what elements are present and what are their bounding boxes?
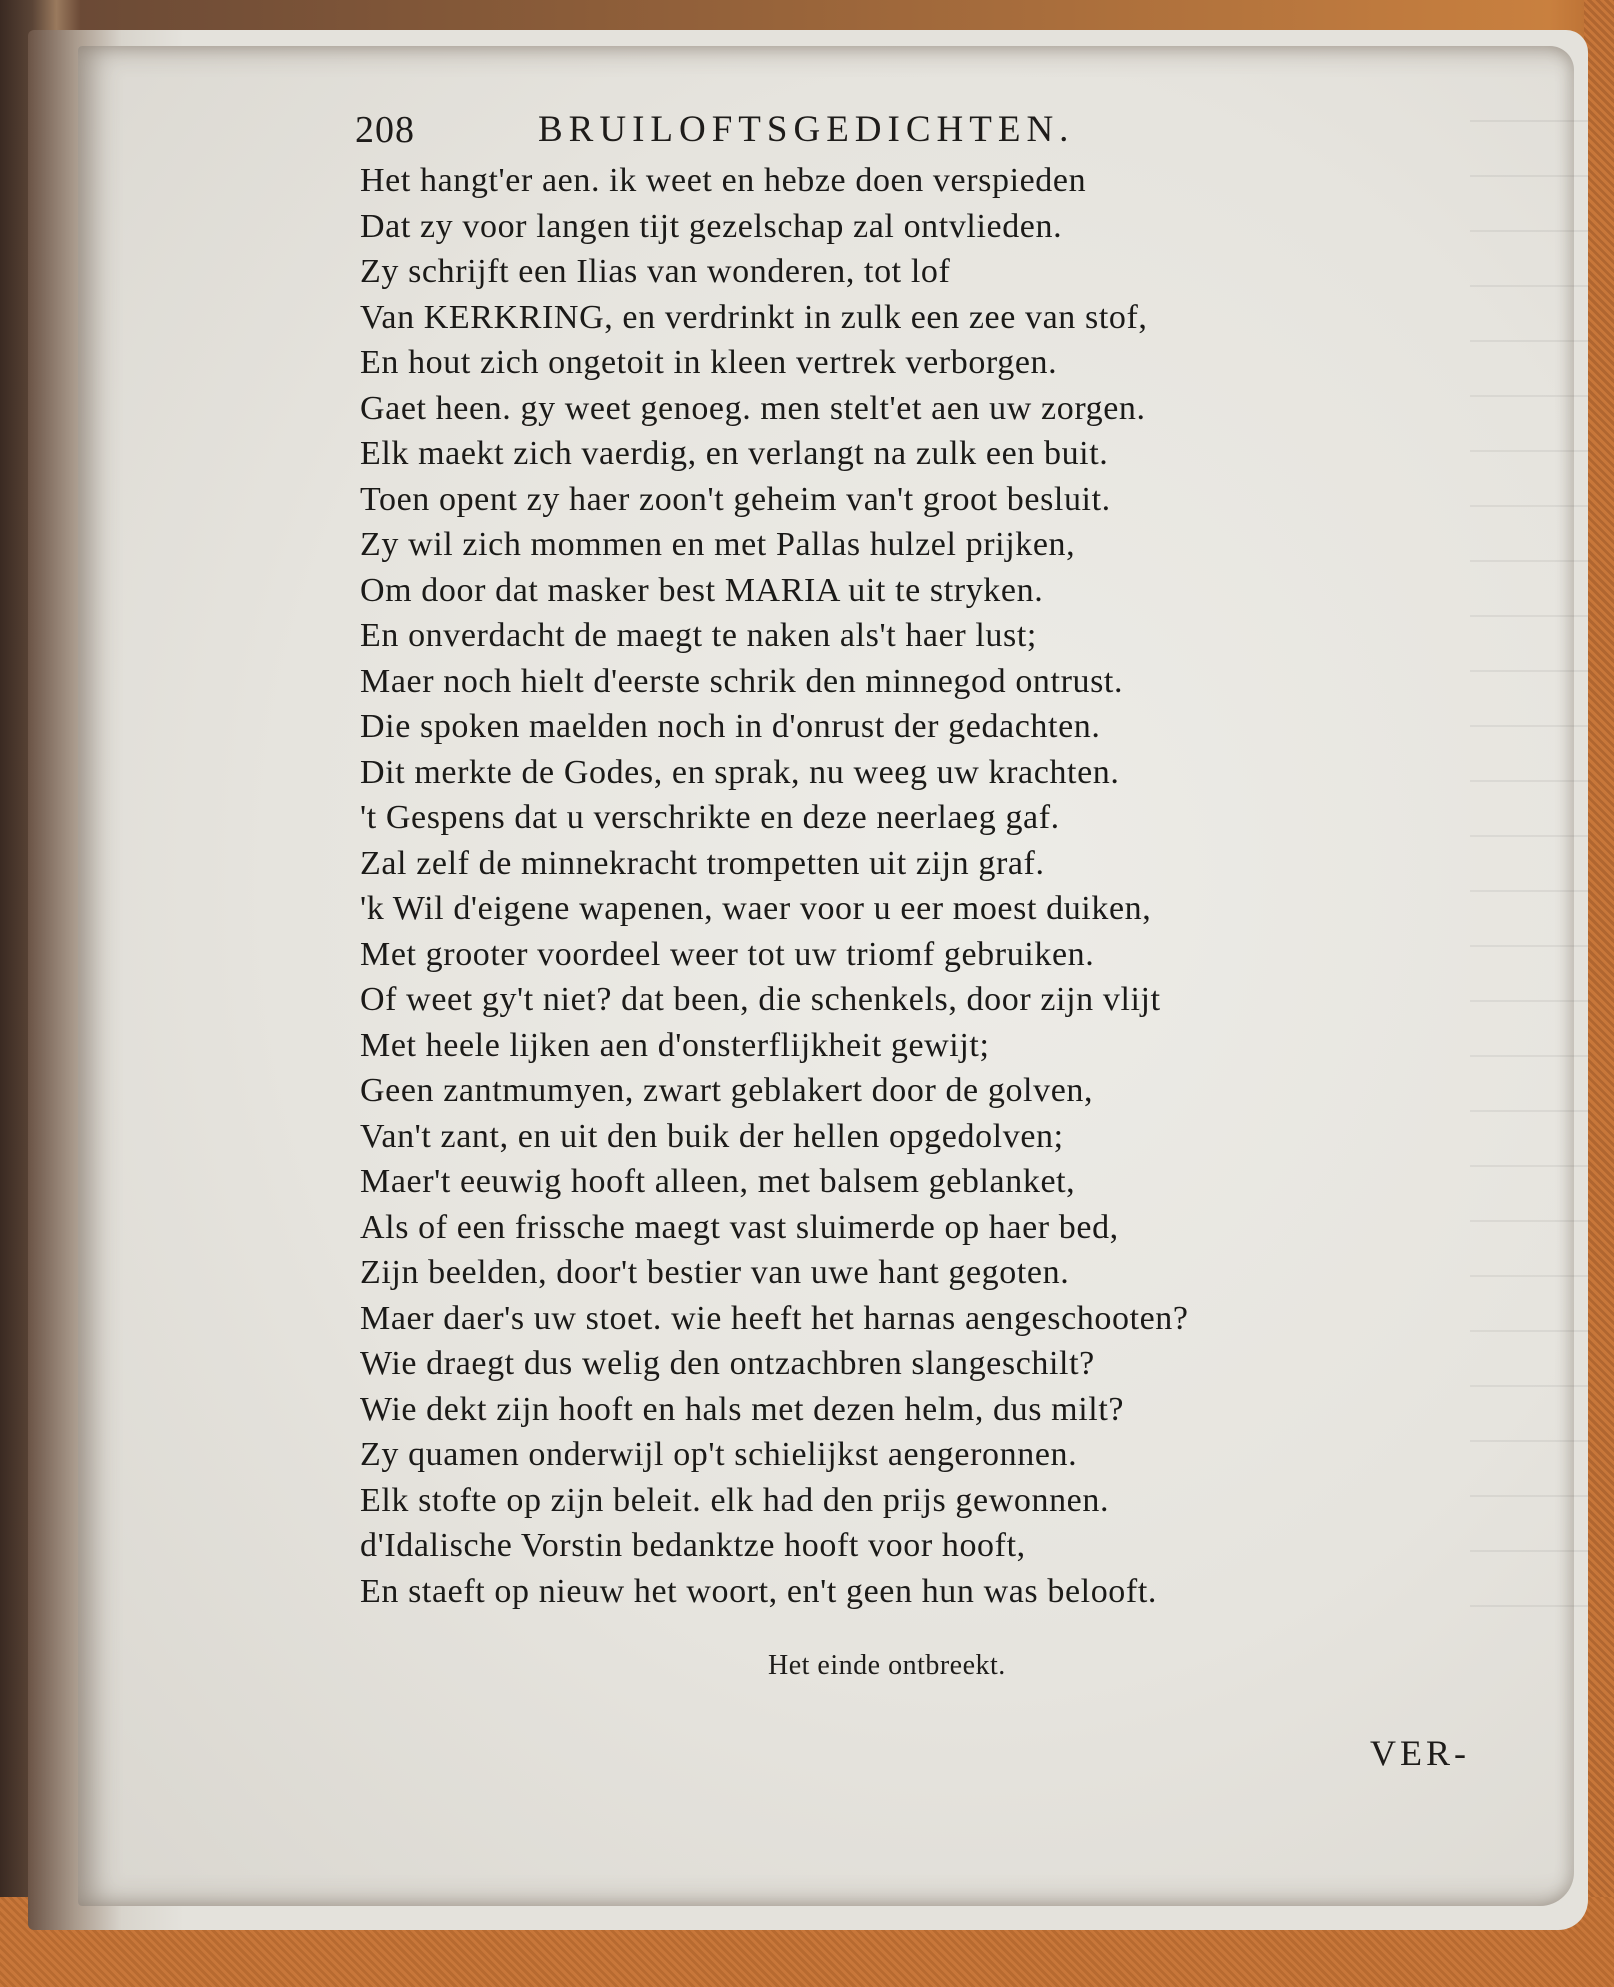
poem-line: Zy wil zich mommen en met Pallas hulzel prijken, — [360, 526, 1076, 563]
poem-line: Zal zelf de minnekracht trompetten uit zijn graf. — [360, 844, 1045, 882]
poem-line: Met grooter voordeel weer tot uw triomf gebruiken. — [360, 935, 1095, 973]
poem-line: En staeft op nieuw het woort, en't geen hun was belooft. — [360, 1572, 1157, 1610]
page-number: 208 — [355, 109, 415, 151]
poem-line: Gaet heen. gy weet genoeg. men stelt'et aen uw zorgen. — [360, 389, 1146, 427]
poem-line: Dit merkte de Godes, en sprak, nu weeg uw krachten. — [360, 753, 1120, 791]
poem-line: Wie dekt zijn hooft en hals met dezen helm, dus milt? — [360, 1390, 1125, 1428]
poem-line: Geen zantmumyen, zwart geblakert door de golven, — [360, 1072, 1094, 1109]
poem-text — [360, 158, 1500, 1614]
poem-line: Maer't eeuwig hooft alleen, met balsem geblanket, — [360, 1163, 1076, 1200]
poem-line: 't Gespens dat u verschrikte en deze neerlaeg gaf. — [360, 799, 1060, 836]
poem-line: Van't zant, en uit den buik der hellen opgedolven; — [360, 1117, 1064, 1155]
poem-line: d'Idalische Vorstin bedanktze hooft voor hooft, — [360, 1527, 1026, 1564]
poem-line: En onverdacht de maegt te naken als't haer lust; — [360, 617, 1037, 654]
poem-line: Wie draegt dus welig den ontzachbren slangeschilt? — [360, 1345, 1095, 1382]
poem-line: Maer daer's uw stoet. wie heeft het harnas aengeschooten? — [360, 1299, 1189, 1337]
poem-line: Toen opent zy haer zoon't geheim van't groot besluit. — [360, 480, 1111, 518]
poem-line: Van KERKRING, en verdrinkt in zulk een zee van stof, — [360, 298, 1148, 336]
catchword: VER- — [1370, 1733, 1470, 1773]
poem-line: Zy quamen onderwijl op't schielijkst aengeronnen. — [360, 1436, 1078, 1473]
poem-line: Of weet gy't niet? dat been, die schenkels, door zijn vlijt — [360, 981, 1161, 1018]
poem-line: En hout zich ongetoit in kleen vertrek verborgen. — [360, 344, 1058, 381]
poem-line: Dat zy voor langen tijt gezelschap zal ontvlieden. — [360, 207, 1063, 245]
poem-line: Elk stofte op zijn beleit. elk had den prijs gewonnen. — [360, 1481, 1110, 1519]
poem-line: Elk maekt zich vaerdig, en verlangt na zulk een buit. — [360, 435, 1109, 472]
running-head: BRUILOFTSGEDICHTEN. — [538, 109, 1075, 150]
poem-line: Het hangt'er aen. ik weet en hebze doen verspieden — [360, 162, 1087, 199]
poem-line: Met heele lijken aen d'onsterflijkheit gewijt; — [360, 1026, 990, 1064]
closing-note: Het einde ontbreekt. — [768, 1650, 1006, 1681]
poem-line: Om door dat masker best MARIA uit te stryken. — [360, 571, 1044, 609]
poem-line: Zy schrijft een Ilias van wonderen, tot lof — [360, 253, 951, 290]
poem-line: Als of een frissche maegt vast sluimerde op haer bed, — [360, 1208, 1119, 1246]
poem-line: Maer noch hielt d'eerste schrik den minnegod ontrust. — [360, 662, 1124, 700]
poem-line: 'k Wil d'eigene wapenen, waer voor u eer moest duiken, — [360, 890, 1152, 927]
poem-line: Die spoken maelden noch in d'onrust der gedachten. — [360, 708, 1101, 745]
poem-line: Zijn beelden, door't bestier van uwe hant gegoten. — [360, 1254, 1070, 1291]
